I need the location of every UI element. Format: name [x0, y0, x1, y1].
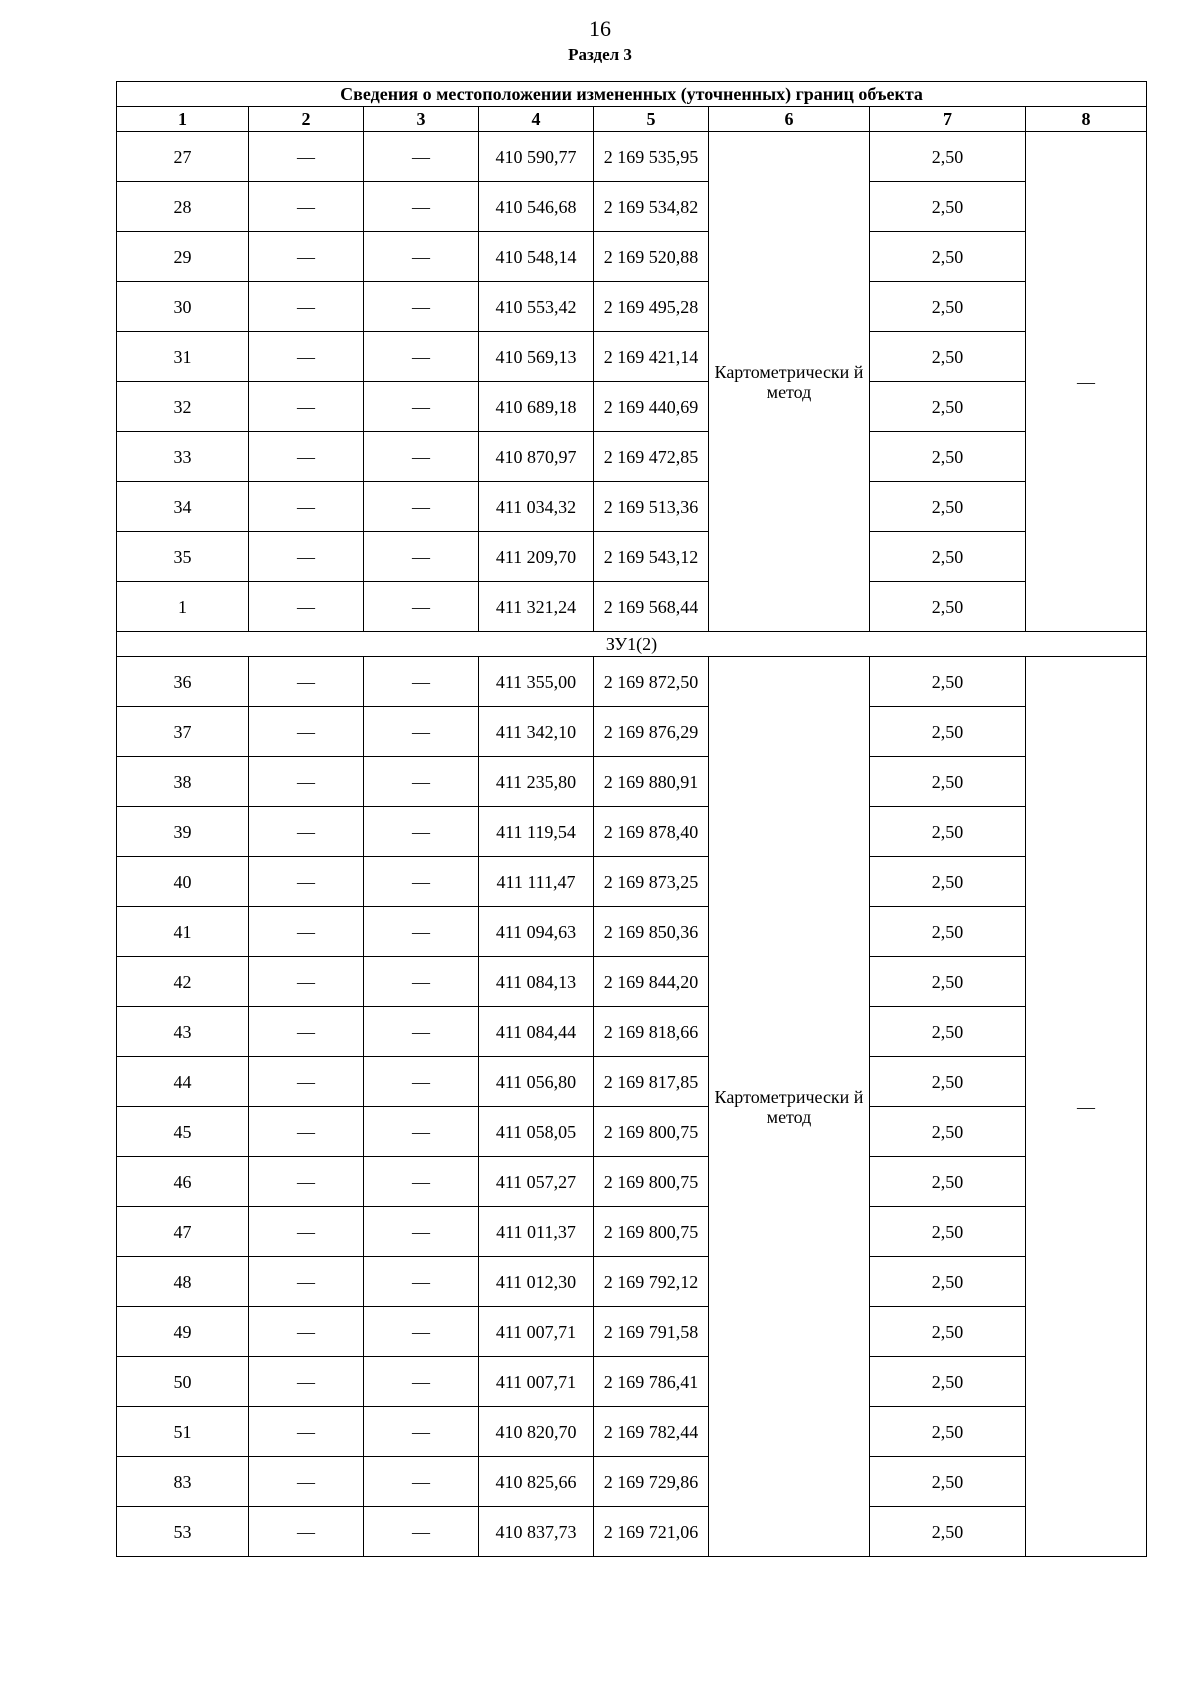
table-row — [117, 1257, 1147, 1307]
accuracy-value: 2,50 — [870, 232, 1026, 282]
accuracy-value: 2,50 — [870, 432, 1026, 482]
accuracy-value: 2,50 — [870, 582, 1026, 632]
coordinate-y: 2 169 844,20 — [594, 957, 709, 1007]
table-row — [117, 282, 1147, 332]
coordinate-x: 410 590,77 — [479, 132, 594, 182]
page-number: 16 — [589, 16, 611, 41]
column-2-value: — — [249, 1257, 364, 1307]
table-row — [117, 1507, 1147, 1557]
coordinate-y: 2 169 543,12 — [594, 532, 709, 582]
point-number: 39 — [117, 807, 249, 857]
accuracy-value: 2,50 — [870, 182, 1026, 232]
coordinate-x: 411 235,80 — [479, 757, 594, 807]
column-2-value: — — [249, 1057, 364, 1107]
accuracy-value: 2,50 — [870, 1157, 1026, 1207]
point-number: 41 — [117, 907, 249, 957]
coordinate-x: 410 820,70 — [479, 1407, 594, 1457]
coordinate-x: 411 119,54 — [479, 807, 594, 857]
section-title: Раздел 3 — [568, 45, 632, 64]
coordinate-x: 411 034,32 — [479, 482, 594, 532]
coordinate-x: 411 058,05 — [479, 1107, 594, 1157]
coordinate-y: 2 169 786,41 — [594, 1357, 709, 1407]
table-row — [117, 1007, 1147, 1057]
table-row — [117, 482, 1147, 532]
coordinate-y: 2 169 880,91 — [594, 757, 709, 807]
coordinate-x: 410 546,68 — [479, 182, 594, 232]
table-row — [117, 532, 1147, 582]
column-2-value: — — [249, 1307, 364, 1357]
coordinate-x: 411 011,37 — [479, 1207, 594, 1257]
accuracy-value: 2,50 — [870, 1457, 1026, 1507]
column-3-value: — — [364, 1457, 479, 1507]
coordinate-x: 411 342,10 — [479, 707, 594, 757]
column-3-value: — — [364, 1207, 479, 1257]
table-row — [117, 332, 1147, 382]
point-number: 28 — [117, 182, 249, 232]
coordinate-x: 410 569,13 — [479, 332, 594, 382]
coordinate-x: 411 209,70 — [479, 532, 594, 582]
point-number: 27 — [117, 132, 249, 182]
column-2-value: — — [249, 582, 364, 632]
column-8-cell: — — [1026, 657, 1147, 1557]
column-2-value: — — [249, 282, 364, 332]
column-3-value: — — [364, 482, 479, 532]
point-number: 49 — [117, 1307, 249, 1357]
coordinate-x: 411 355,00 — [479, 657, 594, 707]
column-3-value: — — [364, 332, 479, 382]
point-number: 47 — [117, 1207, 249, 1257]
column-8-cell: — — [1026, 132, 1147, 632]
point-number: 35 — [117, 532, 249, 582]
coordinate-x: 411 321,24 — [479, 582, 594, 632]
accuracy-value: 2,50 — [870, 1007, 1026, 1057]
point-number: 37 — [117, 707, 249, 757]
column-header: 1 — [117, 107, 249, 132]
table-row — [117, 1057, 1147, 1107]
table-row — [117, 1457, 1147, 1507]
accuracy-value: 2,50 — [870, 282, 1026, 332]
coordinate-x: 411 007,71 — [479, 1357, 594, 1407]
column-3-value: — — [364, 757, 479, 807]
method-cell: Картометрически й метод — [709, 132, 870, 632]
coordinate-x: 410 825,66 — [479, 1457, 594, 1507]
coordinate-y: 2 169 440,69 — [594, 382, 709, 432]
column-3-value: — — [364, 807, 479, 857]
column-2-value: — — [249, 432, 364, 482]
column-3-value: — — [364, 907, 479, 957]
accuracy-value: 2,50 — [870, 657, 1026, 707]
table-row — [117, 1107, 1147, 1157]
coordinate-x: 410 689,18 — [479, 382, 594, 432]
column-3-value: — — [364, 232, 479, 282]
column-header: 7 — [870, 107, 1026, 132]
coordinate-x: 410 553,42 — [479, 282, 594, 332]
accuracy-value: 2,50 — [870, 482, 1026, 532]
group-label: ЗУ1(2) — [117, 632, 1147, 657]
column-2-value: — — [249, 957, 364, 1007]
coordinate-y: 2 169 520,88 — [594, 232, 709, 282]
table-row — [117, 1407, 1147, 1457]
accuracy-value: 2,50 — [870, 957, 1026, 1007]
coordinate-y: 2 169 495,28 — [594, 282, 709, 332]
coordinate-x: 411 012,30 — [479, 1257, 594, 1307]
table-row — [117, 232, 1147, 282]
point-number: 40 — [117, 857, 249, 907]
coordinate-x: 410 548,14 — [479, 232, 594, 282]
coordinate-y: 2 169 850,36 — [594, 907, 709, 957]
point-number: 48 — [117, 1257, 249, 1307]
table-row — [117, 182, 1147, 232]
coordinate-x: 410 837,73 — [479, 1507, 594, 1557]
point-number: 45 — [117, 1107, 249, 1157]
column-3-value: — — [364, 1007, 479, 1057]
column-2-value: — — [249, 1407, 364, 1457]
point-number: 43 — [117, 1007, 249, 1057]
accuracy-value: 2,50 — [870, 807, 1026, 857]
point-number: 36 — [117, 657, 249, 707]
column-header: 3 — [364, 107, 479, 132]
column-3-value: — — [364, 957, 479, 1007]
column-3-value: — — [364, 382, 479, 432]
point-number: 83 — [117, 1457, 249, 1507]
column-3-value: — — [364, 707, 479, 757]
column-2-value: — — [249, 232, 364, 282]
accuracy-value: 2,50 — [870, 757, 1026, 807]
coordinate-x: 411 094,63 — [479, 907, 594, 957]
accuracy-value: 2,50 — [870, 1257, 1026, 1307]
column-2-value: — — [249, 1357, 364, 1407]
point-number: 53 — [117, 1507, 249, 1557]
point-number: 31 — [117, 332, 249, 382]
accuracy-value: 2,50 — [870, 707, 1026, 757]
table-row — [117, 1307, 1147, 1357]
column-header: 4 — [479, 107, 594, 132]
column-2-value: — — [249, 1507, 364, 1557]
column-3-value: — — [364, 857, 479, 907]
coordinate-x: 411 084,44 — [479, 1007, 594, 1057]
coordinate-y: 2 169 873,25 — [594, 857, 709, 907]
table-row — [117, 957, 1147, 1007]
table-row — [117, 707, 1147, 757]
accuracy-value: 2,50 — [870, 332, 1026, 382]
column-3-value: — — [364, 1407, 479, 1457]
coordinate-y: 2 169 876,29 — [594, 707, 709, 757]
point-number: 32 — [117, 382, 249, 432]
accuracy-value: 2,50 — [870, 1107, 1026, 1157]
column-header: 8 — [1026, 107, 1147, 132]
column-2-value: — — [249, 1007, 364, 1057]
point-number: 33 — [117, 432, 249, 482]
accuracy-value: 2,50 — [870, 1207, 1026, 1257]
column-3-value: — — [364, 1307, 479, 1357]
coordinate-y: 2 169 472,85 — [594, 432, 709, 482]
coordinate-y: 2 169 817,85 — [594, 1057, 709, 1107]
table-row — [117, 382, 1147, 432]
column-header-row — [117, 107, 1147, 132]
column-3-value: — — [364, 532, 479, 582]
coordinate-x: 411 056,80 — [479, 1057, 594, 1107]
table-row — [117, 1357, 1147, 1407]
table-row — [117, 1207, 1147, 1257]
coordinate-y: 2 169 818,66 — [594, 1007, 709, 1057]
column-header: 6 — [709, 107, 870, 132]
column-3-value: — — [364, 1057, 479, 1107]
coordinate-y: 2 169 791,58 — [594, 1307, 709, 1357]
coordinate-y: 2 169 800,75 — [594, 1107, 709, 1157]
column-3-value: — — [364, 1157, 479, 1207]
coordinate-y: 2 169 421,14 — [594, 332, 709, 382]
column-2-value: — — [249, 132, 364, 182]
column-3-value: — — [364, 582, 479, 632]
coordinate-y: 2 169 721,06 — [594, 1507, 709, 1557]
coordinate-x: 411 084,13 — [479, 957, 594, 1007]
point-number: 29 — [117, 232, 249, 282]
accuracy-value: 2,50 — [870, 532, 1026, 582]
point-number: 44 — [117, 1057, 249, 1107]
coordinate-y: 2 169 792,12 — [594, 1257, 709, 1307]
column-2-value: — — [249, 657, 364, 707]
accuracy-value: 2,50 — [870, 1057, 1026, 1107]
column-3-value: — — [364, 1357, 479, 1407]
table-title-row — [117, 82, 1147, 107]
coordinate-y: 2 169 534,82 — [594, 182, 709, 232]
column-2-value: — — [249, 1107, 364, 1157]
column-2-value: — — [249, 1207, 364, 1257]
accuracy-value: 2,50 — [870, 1407, 1026, 1457]
column-2-value: — — [249, 182, 364, 232]
accuracy-value: 2,50 — [870, 132, 1026, 182]
accuracy-value: 2,50 — [870, 382, 1026, 432]
column-3-value: — — [364, 282, 479, 332]
column-3-value: — — [364, 182, 479, 232]
column-3-value: — — [364, 1507, 479, 1557]
column-3-value: — — [364, 1107, 479, 1157]
column-2-value: — — [249, 707, 364, 757]
table-row — [117, 1157, 1147, 1207]
accuracy-value: 2,50 — [870, 907, 1026, 957]
point-number: 50 — [117, 1357, 249, 1407]
point-number: 51 — [117, 1407, 249, 1457]
coordinate-y: 2 169 872,50 — [594, 657, 709, 707]
group-label-row — [117, 632, 1147, 657]
coordinate-x: 411 111,47 — [479, 857, 594, 907]
method-cell: Картометрически й метод — [709, 657, 870, 1557]
point-number: 42 — [117, 957, 249, 1007]
table-row — [117, 132, 1147, 182]
accuracy-value: 2,50 — [870, 1507, 1026, 1557]
point-number: 38 — [117, 757, 249, 807]
column-2-value: — — [249, 332, 364, 382]
column-2-value: — — [249, 857, 364, 907]
coordinate-y: 2 169 568,44 — [594, 582, 709, 632]
coordinate-x: 411 057,27 — [479, 1157, 594, 1207]
table-row — [117, 757, 1147, 807]
point-number: 30 — [117, 282, 249, 332]
column-3-value: — — [364, 432, 479, 482]
column-2-value: — — [249, 532, 364, 582]
column-2-value: — — [249, 757, 364, 807]
accuracy-value: 2,50 — [870, 1357, 1026, 1407]
column-3-value: — — [364, 132, 479, 182]
table-title: Сведения о местоположении измененных (уточненных) границ объекта — [117, 82, 1147, 107]
coordinate-y: 2 169 513,36 — [594, 482, 709, 532]
column-2-value: — — [249, 1457, 364, 1507]
table-row — [117, 807, 1147, 857]
coordinate-y: 2 169 729,86 — [594, 1457, 709, 1507]
coordinate-x: 410 870,97 — [479, 432, 594, 482]
point-number: 1 — [117, 582, 249, 632]
coordinate-x: 411 007,71 — [479, 1307, 594, 1357]
table-row — [117, 432, 1147, 482]
table-body — [117, 82, 1147, 1557]
table-row — [117, 857, 1147, 907]
point-number: 46 — [117, 1157, 249, 1207]
column-2-value: — — [249, 482, 364, 532]
coordinate-y: 2 169 800,75 — [594, 1157, 709, 1207]
coordinate-y: 2 169 878,40 — [594, 807, 709, 857]
coordinate-y: 2 169 782,44 — [594, 1407, 709, 1457]
coordinates-table — [116, 81, 1147, 1557]
column-2-value: — — [249, 382, 364, 432]
coordinate-y: 2 169 800,75 — [594, 1207, 709, 1257]
table-row — [117, 657, 1147, 707]
column-3-value: — — [364, 1257, 479, 1307]
coordinate-y: 2 169 535,95 — [594, 132, 709, 182]
column-header: 5 — [594, 107, 709, 132]
column-2-value: — — [249, 807, 364, 857]
point-number: 34 — [117, 482, 249, 532]
column-2-value: — — [249, 907, 364, 957]
column-header: 2 — [249, 107, 364, 132]
table-row — [117, 582, 1147, 632]
accuracy-value: 2,50 — [870, 857, 1026, 907]
column-2-value: — — [249, 1157, 364, 1207]
table-row — [117, 907, 1147, 957]
accuracy-value: 2,50 — [870, 1307, 1026, 1357]
column-3-value: — — [364, 657, 479, 707]
